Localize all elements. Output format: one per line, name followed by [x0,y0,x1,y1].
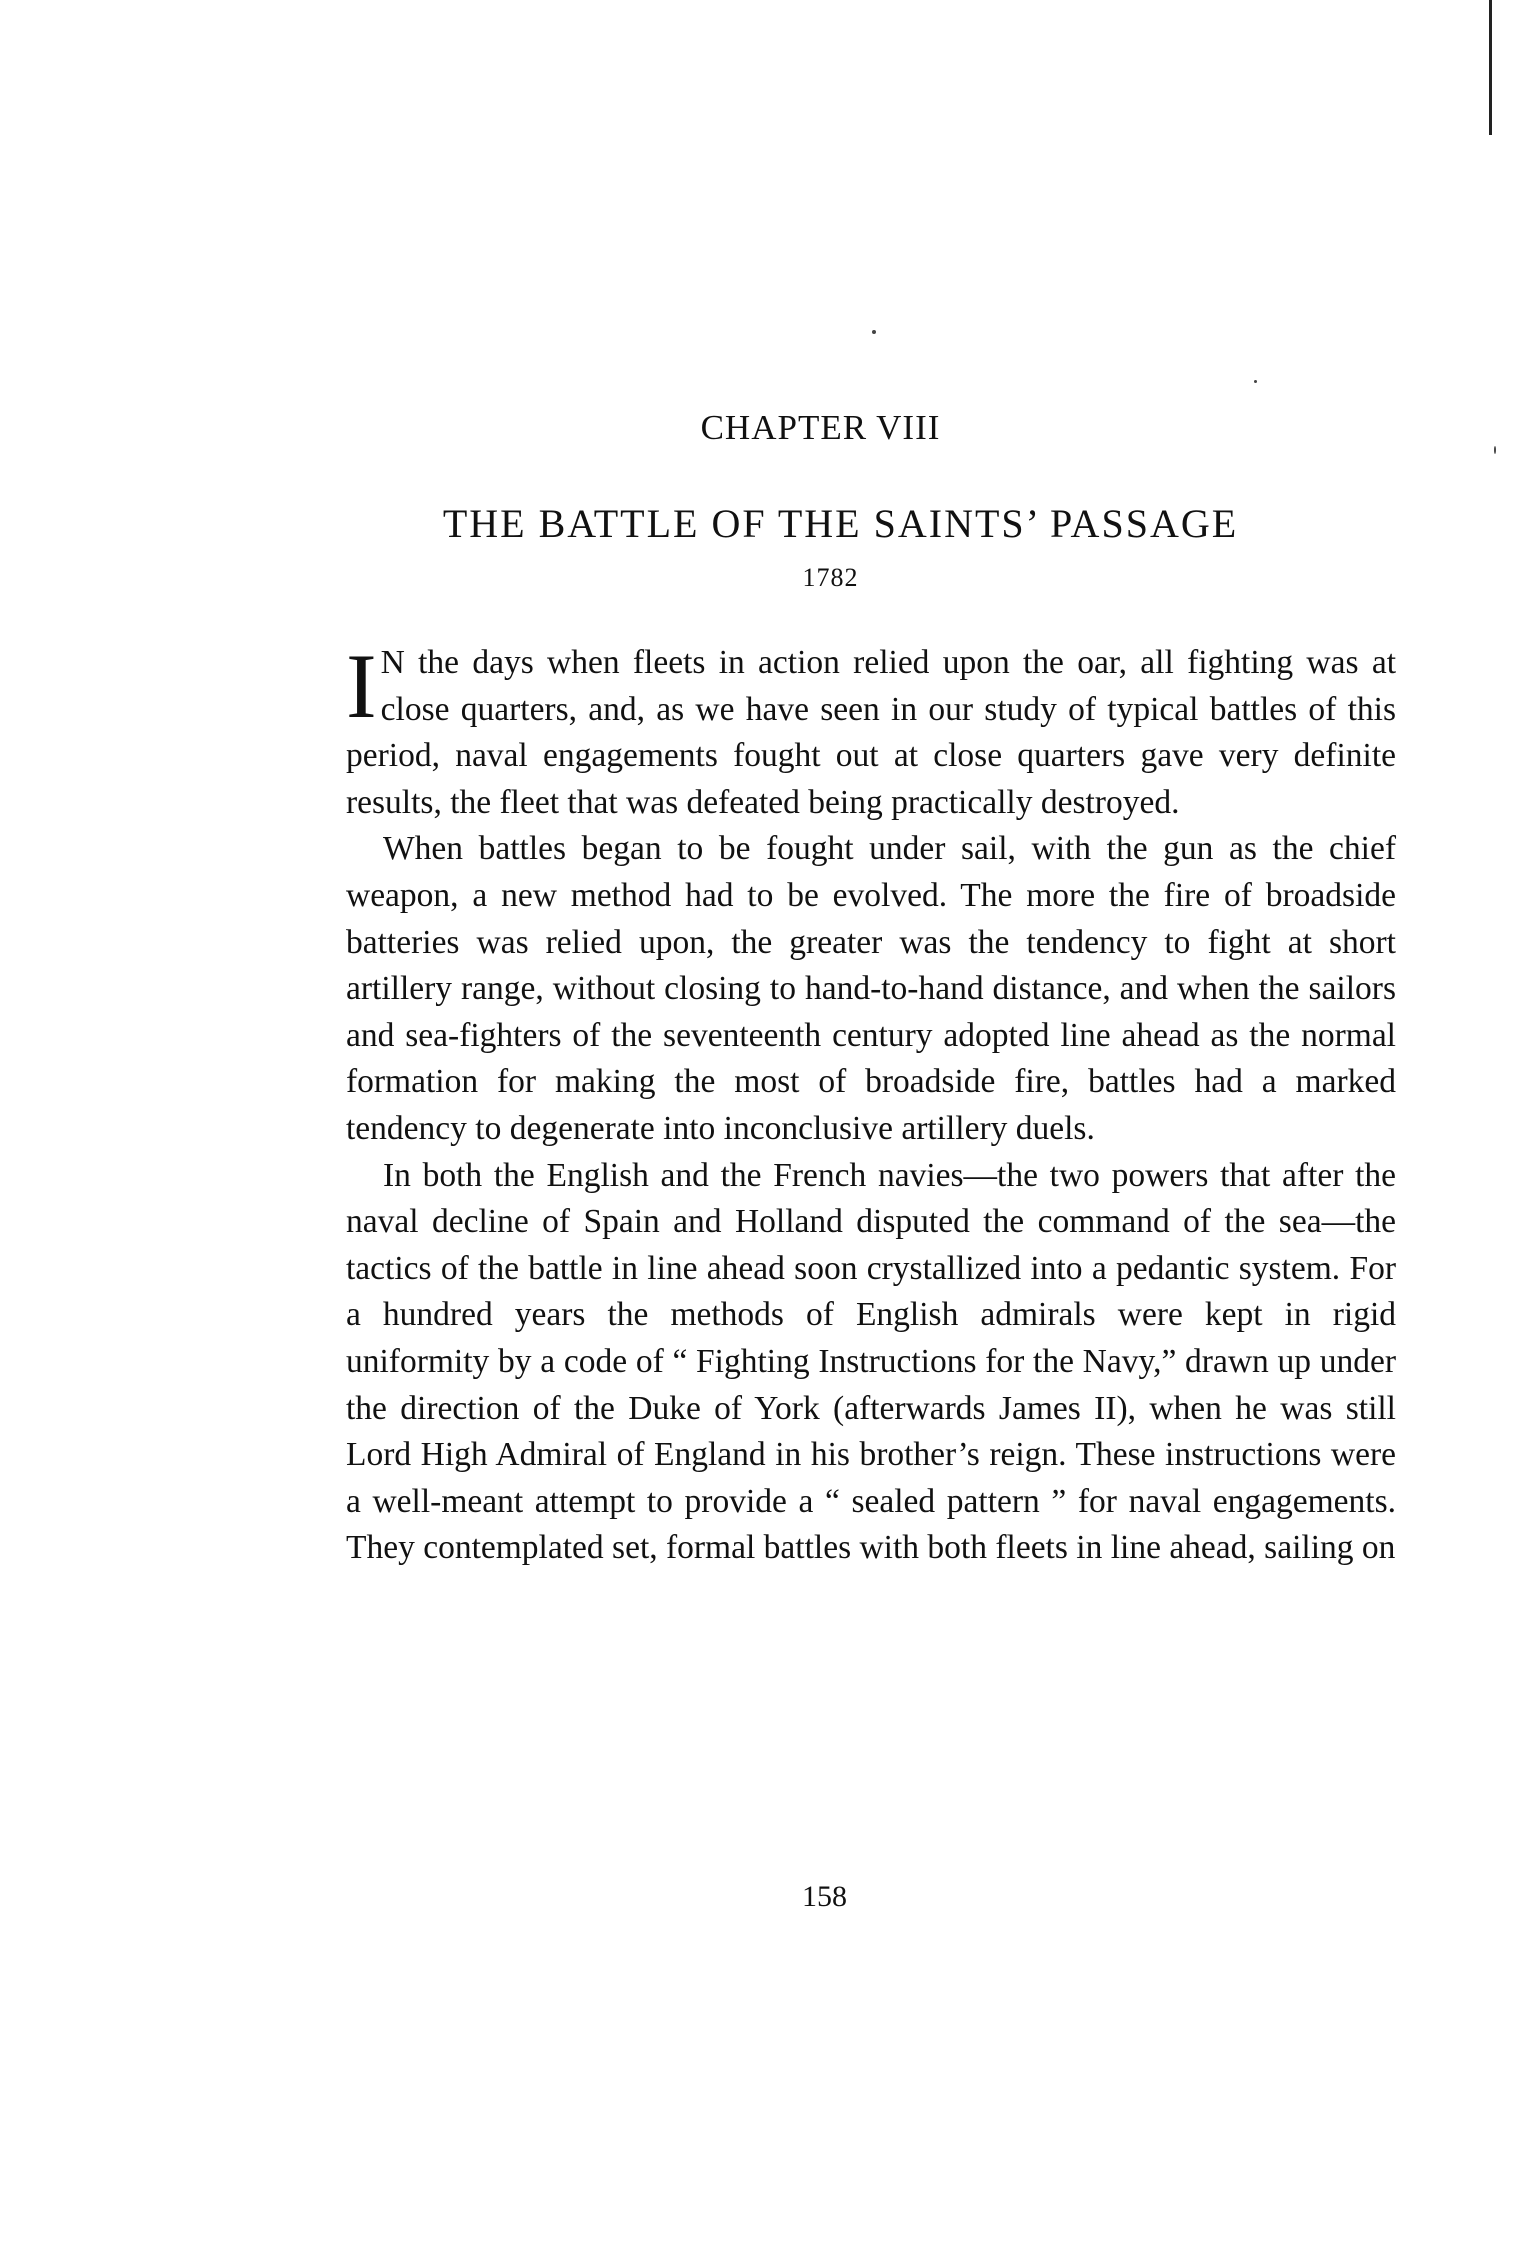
chapter-year: 1782 [802,563,859,592]
drop-cap: I [346,635,377,737]
chapter-label: CHAPTER VIII [700,408,941,447]
chapter-body [346,635,1396,1572]
page-number: 158 [802,1880,847,1913]
paragraph-2: When battles began to be fought under sail, with the gun as the chief weapon, a new method had to be evolved. The more the fire of broadside batteries was relied upon, the greater was the tendency to fight at short artillery range, without closing to hand-to-hand distance, and when the sailors and sea-fighters of the seventeenth century adopted line ahead as the normal formation for making the most of broadside fire, battles had a marked tendency to degenerate into inconclusive artillery duels. [346,830,1396,1147]
scan-speck [1254,380,1257,383]
chapter-title: THE BATTLE OF THE SAINTS’ PASSAGE [442,501,1239,546]
scan-speck [872,330,876,334]
paragraph-3: In both the English and the French navies—the two powers that after the naval decline of Spain and Holland disputed the command of the sea—the tactics of the battle in line ahead soon crystallized into a pedantic system. For a hundred years the methods of English admirals were kept in rigid uniformity by a code of “ Fighting Instructions for the Navy,” drawn up under the direction of the Duke of York (afterwards James II), when he was still Lord High Admiral of England in his brother’s reign. These instructions were a well-meant attempt to provide a “ sealed pattern ” for naval engagements. They contemplated set, formal battles with both fleets in line ahead, sailing on [346,1156,1396,1567]
paragraph-1 [346,635,1396,826]
scan-edge-line [1489,0,1492,135]
paragraph-1-text: N the days when fleets in action relied upon the oar, all fighting was at close quarters, and, as we have seen in our study of typical battles of this period, naval engagements fought out at close quarters gave very definite results, the fleet that was defeated being practically destroyed. [346,644,1396,821]
